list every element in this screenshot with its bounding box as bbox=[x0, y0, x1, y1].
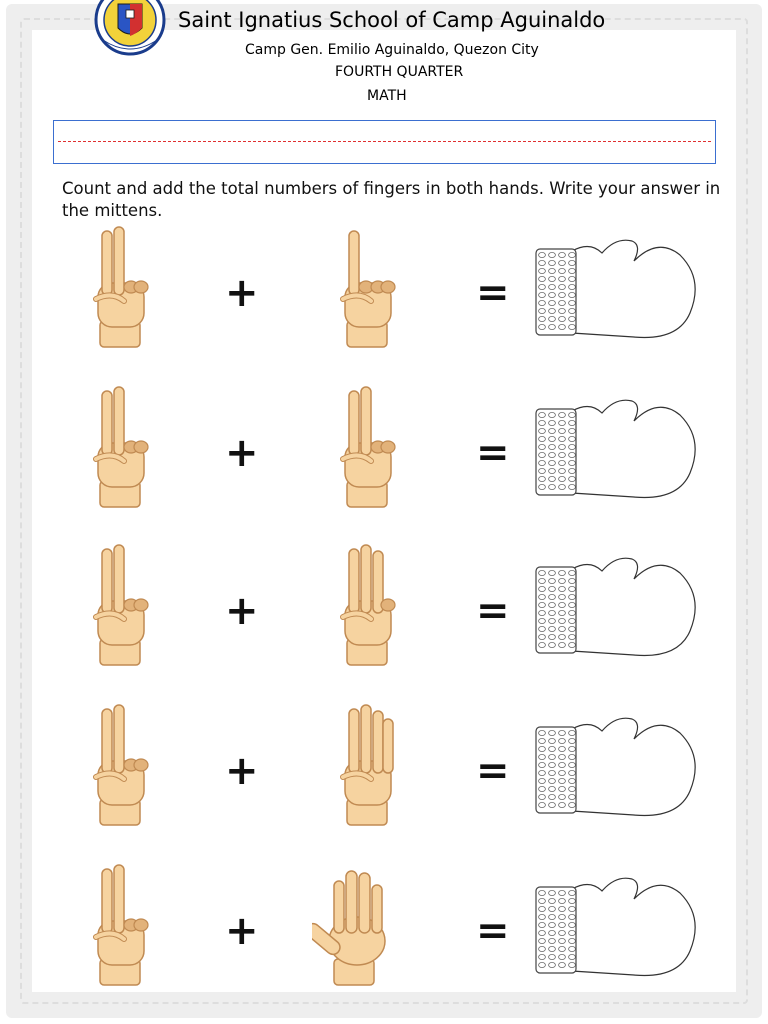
problem-row bbox=[0, 863, 768, 993]
plus-sign: + bbox=[225, 270, 259, 316]
school-name: Saint Ignatius School of Camp Aguinaldo bbox=[178, 8, 606, 32]
school-seal-logo bbox=[93, 0, 167, 56]
left-hand-fingers-image bbox=[78, 385, 168, 513]
quarter-label: FOURTH QUARTER bbox=[335, 64, 464, 80]
instructions-text: Count and add the total numbers of fingers in both hands. Write your answer in the mittens. bbox=[62, 179, 721, 220]
equals-sign: = bbox=[476, 748, 510, 794]
subject-label: MATH bbox=[367, 88, 407, 104]
answer-mitten[interactable] bbox=[530, 393, 702, 505]
right-hand-fingers-image bbox=[325, 385, 415, 513]
left-hand-fingers-image bbox=[78, 543, 168, 671]
left-hand-fingers-image bbox=[78, 863, 168, 991]
name-writing-line bbox=[58, 141, 711, 142]
equals-sign: = bbox=[476, 430, 510, 476]
school-address: Camp Gen. Emilio Aguinaldo, Quezon City bbox=[245, 42, 539, 58]
equals-sign: = bbox=[476, 588, 510, 634]
left-hand-fingers-image bbox=[78, 225, 168, 353]
equals-sign: = bbox=[476, 270, 510, 316]
left-hand-fingers-image bbox=[78, 703, 168, 831]
right-hand-fingers-image bbox=[325, 703, 415, 831]
right-hand-fingers-image bbox=[325, 225, 415, 353]
plus-sign: + bbox=[225, 908, 259, 954]
answer-mitten[interactable] bbox=[530, 871, 702, 983]
problem-row bbox=[0, 543, 768, 673]
plus-sign: + bbox=[225, 748, 259, 794]
right-hand-fingers-image bbox=[325, 543, 415, 671]
answer-mitten[interactable] bbox=[530, 551, 702, 663]
problem-row bbox=[0, 703, 768, 833]
student-name-field[interactable] bbox=[53, 120, 716, 164]
right-hand-fingers-image bbox=[312, 863, 402, 991]
plus-sign: + bbox=[225, 430, 259, 476]
answer-mitten[interactable] bbox=[530, 711, 702, 823]
equals-sign: = bbox=[476, 908, 510, 954]
problem-row bbox=[0, 225, 768, 355]
plus-sign: + bbox=[225, 588, 259, 634]
problem-row bbox=[0, 385, 768, 515]
answer-mitten[interactable] bbox=[530, 233, 702, 345]
